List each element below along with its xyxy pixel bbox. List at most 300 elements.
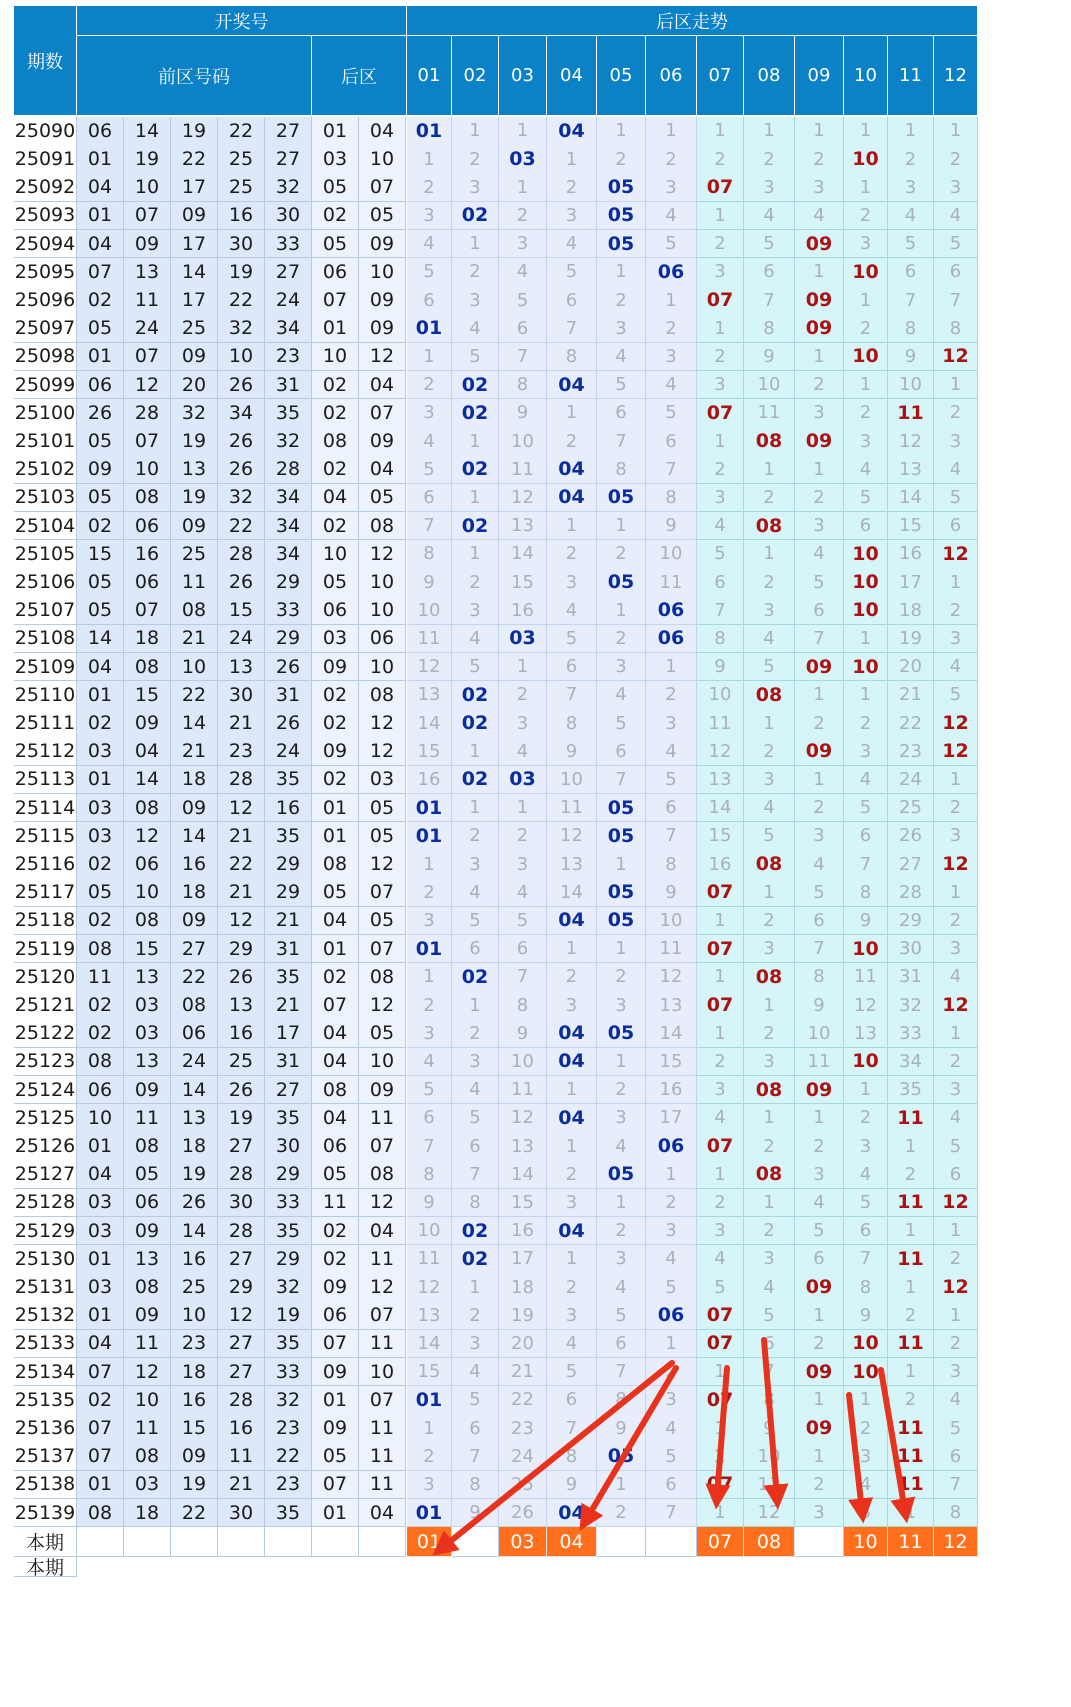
front-number[interactable]: 22 — [218, 850, 265, 879]
trend-miss[interactable]: 1 — [934, 117, 978, 146]
trend-miss[interactable]: 12 — [646, 963, 697, 992]
front-number[interactable]: 09 — [124, 1076, 171, 1105]
trend-miss[interactable]: 13 — [407, 1301, 452, 1330]
trend-miss[interactable]: 12 — [547, 822, 597, 851]
trend-hit[interactable]: 05 — [597, 1160, 646, 1189]
front-number[interactable]: 04 — [77, 653, 124, 682]
front-number[interactable]: 35 — [265, 399, 312, 428]
trend-miss[interactable]: 1 — [888, 1273, 934, 1302]
trend-miss[interactable]: 13 — [646, 991, 697, 1020]
front-number[interactable]: 27 — [218, 1358, 265, 1387]
trend-miss[interactable]: 10 — [646, 540, 697, 569]
trend-miss[interactable]: 8 — [844, 1273, 888, 1302]
front-number[interactable]: 29 — [265, 1160, 312, 1189]
trend-miss[interactable]: 14 — [697, 794, 744, 823]
trend-miss[interactable]: 3 — [934, 822, 978, 851]
trend-miss[interactable]: 13 — [697, 766, 744, 795]
front-number[interactable]: 18 — [124, 1499, 171, 1528]
back-number[interactable]: 05 — [359, 1019, 406, 1048]
trend-hit[interactable]: 08 — [744, 850, 795, 879]
back-number[interactable]: 11 — [359, 1471, 406, 1500]
front-number[interactable]: 04 — [77, 230, 124, 259]
trend-miss[interactable]: 2 — [407, 991, 452, 1020]
trend-miss[interactable]: 5 — [697, 1273, 744, 1302]
issue-number[interactable]: 25092 — [14, 173, 77, 202]
trend-hit[interactable]: 07 — [697, 1132, 744, 1161]
front-number[interactable]: 07 — [124, 596, 171, 625]
trend-miss[interactable]: 3 — [597, 991, 646, 1020]
front-number[interactable]: 11 — [124, 1330, 171, 1359]
trend-miss[interactable]: 2 — [934, 1245, 978, 1274]
back-number[interactable]: 05 — [312, 878, 359, 907]
trend-miss[interactable]: 1 — [697, 117, 744, 146]
trend-miss[interactable]: 1 — [934, 568, 978, 597]
back-number[interactable]: 10 — [312, 343, 359, 372]
trend-miss[interactable]: 1 — [744, 540, 795, 569]
trend-miss[interactable]: 1 — [597, 258, 646, 287]
trend-miss[interactable]: 6 — [597, 737, 646, 766]
trend-miss[interactable]: 2 — [744, 1217, 795, 1246]
front-number[interactable]: 31 — [265, 681, 312, 710]
front-number[interactable]: 02 — [77, 907, 124, 936]
back-number[interactable]: 05 — [312, 173, 359, 202]
trend-col-header[interactable]: 11 — [888, 36, 934, 116]
trend-hit[interactable]: 10 — [844, 145, 888, 174]
front-number[interactable]: 16 — [171, 1386, 218, 1415]
back-number[interactable]: 05 — [359, 822, 406, 851]
trend-hit[interactable]: 08 — [744, 963, 795, 992]
back-number[interactable]: 02 — [312, 1217, 359, 1246]
front-number[interactable]: 34 — [218, 399, 265, 428]
trend-miss[interactable]: 1 — [452, 230, 499, 259]
trend-miss[interactable]: 26 — [499, 1499, 547, 1528]
front-number[interactable]: 25 — [218, 173, 265, 202]
front-number[interactable]: 02 — [77, 1386, 124, 1415]
trend-miss[interactable]: 5 — [844, 484, 888, 513]
front-number[interactable]: 16 — [124, 540, 171, 569]
front-number[interactable]: 13 — [124, 1048, 171, 1077]
back-number[interactable]: 02 — [312, 963, 359, 992]
front-number[interactable]: 18 — [171, 878, 218, 907]
trend-miss[interactable]: 1 — [844, 625, 888, 654]
trend-miss[interactable]: 15 — [888, 512, 934, 541]
trend-col-header[interactable]: 12 — [934, 36, 978, 116]
front-number[interactable]: 29 — [218, 1273, 265, 1302]
trend-miss[interactable]: 4 — [934, 1386, 978, 1415]
front-number[interactable]: 26 — [218, 371, 265, 400]
back-number[interactable]: 02 — [312, 766, 359, 795]
draw-group-header[interactable]: 开奖号 — [77, 6, 407, 36]
front-number[interactable]: 08 — [124, 1442, 171, 1471]
trend-miss[interactable]: 15 — [499, 568, 547, 597]
front-number[interactable]: 03 — [124, 991, 171, 1020]
back-number[interactable]: 05 — [312, 1442, 359, 1471]
trend-miss[interactable]: 14 — [547, 878, 597, 907]
back-number[interactable]: 10 — [359, 1048, 406, 1077]
trend-col-header[interactable]: 03 — [499, 36, 547, 116]
trend-miss[interactable]: 4 — [934, 653, 978, 682]
trend-miss[interactable]: 3 — [407, 1471, 452, 1500]
trend-hit[interactable]: 11 — [888, 1104, 934, 1133]
back-number[interactable]: 10 — [312, 540, 359, 569]
pick-blank[interactable] — [795, 1527, 844, 1557]
front-number[interactable]: 29 — [265, 625, 312, 654]
issue-number[interactable]: 25118 — [14, 907, 77, 936]
front-number[interactable]: 27 — [265, 1076, 312, 1105]
trend-miss[interactable]: 3 — [646, 173, 697, 202]
trend-miss[interactable]: 5 — [795, 878, 844, 907]
front-number[interactable]: 14 — [77, 625, 124, 654]
back-number[interactable]: 07 — [312, 991, 359, 1020]
trend-miss[interactable]: 2 — [795, 1132, 844, 1161]
trend-miss[interactable]: 13 — [547, 850, 597, 879]
trend-miss[interactable]: 1 — [597, 1048, 646, 1077]
trend-miss[interactable]: 1 — [888, 1358, 934, 1387]
trend-miss[interactable]: 1 — [646, 1330, 697, 1359]
trend-miss[interactable]: 2 — [888, 1301, 934, 1330]
front-number[interactable]: 04 — [124, 737, 171, 766]
trend-miss[interactable]: 4 — [744, 625, 795, 654]
front-number[interactable]: 13 — [124, 258, 171, 287]
trend-miss[interactable]: 7 — [888, 286, 934, 315]
front-number[interactable]: 21 — [218, 822, 265, 851]
trend-miss[interactable]: 1 — [697, 314, 744, 343]
front-number[interactable]: 34 — [265, 314, 312, 343]
back-number[interactable]: 02 — [312, 681, 359, 710]
trend-miss[interactable]: 5 — [934, 484, 978, 513]
front-number[interactable]: 10 — [171, 1301, 218, 1330]
trend-miss[interactable]: 2 — [744, 484, 795, 513]
trend-miss[interactable]: 15 — [499, 1189, 547, 1218]
trend-miss[interactable]: 1 — [934, 1301, 978, 1330]
front-number[interactable]: 07 — [77, 1414, 124, 1443]
trend-miss[interactable]: 17 — [888, 568, 934, 597]
front-number[interactable]: 35 — [265, 822, 312, 851]
trend-hit[interactable]: 12 — [934, 343, 978, 372]
trend-miss[interactable]: 2 — [795, 371, 844, 400]
back-number[interactable]: 12 — [359, 540, 406, 569]
trend-miss[interactable]: 2 — [934, 907, 978, 936]
trend-hit[interactable]: 09 — [795, 286, 844, 315]
front-number[interactable]: 01 — [77, 1132, 124, 1161]
trend-miss[interactable]: 9 — [744, 343, 795, 372]
issue-number[interactable]: 25095 — [14, 258, 77, 287]
trend-miss[interactable]: 8 — [795, 963, 844, 992]
trend-miss[interactable]: 22 — [888, 709, 934, 738]
front-number[interactable]: 30 — [265, 1132, 312, 1161]
back-number[interactable]: 06 — [312, 596, 359, 625]
trend-miss[interactable]: 4 — [744, 202, 795, 231]
trend-miss[interactable]: 1 — [452, 794, 499, 823]
trend-hit[interactable]: 10 — [844, 935, 888, 964]
trend-miss[interactable]: 1 — [646, 286, 697, 315]
trend-miss[interactable]: 2 — [407, 371, 452, 400]
trend-miss[interactable]: 2 — [452, 822, 499, 851]
front-number[interactable]: 03 — [77, 1189, 124, 1218]
front-number[interactable]: 17 — [171, 230, 218, 259]
front-number[interactable]: 02 — [77, 991, 124, 1020]
trend-miss[interactable]: 10 — [407, 596, 452, 625]
front-number[interactable]: 15 — [218, 596, 265, 625]
front-number[interactable]: 32 — [218, 484, 265, 513]
trend-miss[interactable]: 7 — [646, 455, 697, 484]
trend-hit[interactable]: 12 — [934, 709, 978, 738]
front-number[interactable]: 08 — [171, 991, 218, 1020]
front-number[interactable]: 14 — [124, 117, 171, 146]
trend-miss[interactable]: 7 — [499, 343, 547, 372]
trend-hit[interactable]: 07 — [697, 1301, 744, 1330]
trend-miss[interactable]: 3 — [597, 653, 646, 682]
front-number[interactable]: 13 — [124, 1245, 171, 1274]
front-number[interactable]: 35 — [265, 766, 312, 795]
front-number[interactable]: 24 — [124, 314, 171, 343]
trend-miss[interactable]: 1 — [795, 455, 844, 484]
trend-miss[interactable]: 1 — [744, 117, 795, 146]
trend-miss[interactable]: 12 — [888, 427, 934, 456]
back-number[interactable]: 04 — [312, 1104, 359, 1133]
trend-miss[interactable]: 1 — [795, 1104, 844, 1133]
front-number[interactable]: 13 — [171, 455, 218, 484]
trend-miss[interactable]: 8 — [597, 455, 646, 484]
front-number[interactable]: 22 — [171, 1499, 218, 1528]
trend-miss[interactable]: 5 — [844, 1499, 888, 1528]
front-number[interactable]: 26 — [218, 963, 265, 992]
front-number[interactable]: 12 — [218, 1301, 265, 1330]
trend-hit[interactable]: 02 — [452, 681, 499, 710]
front-number[interactable]: 22 — [218, 286, 265, 315]
front-number[interactable]: 22 — [265, 1442, 312, 1471]
trend-miss[interactable]: 9 — [499, 1019, 547, 1048]
front-number[interactable]: 09 — [124, 709, 171, 738]
back-zone-header[interactable]: 后区 — [312, 36, 407, 116]
front-number[interactable]: 29 — [265, 568, 312, 597]
trend-hit[interactable]: 09 — [795, 230, 844, 259]
back-number[interactable]: 05 — [359, 202, 406, 231]
trend-miss[interactable]: 8 — [888, 314, 934, 343]
trend-hit[interactable]: 12 — [934, 1189, 978, 1218]
trend-miss[interactable]: 4 — [934, 963, 978, 992]
front-number[interactable]: 28 — [265, 455, 312, 484]
trend-miss[interactable]: 34 — [888, 1048, 934, 1077]
trend-miss[interactable]: 5 — [407, 455, 452, 484]
front-number[interactable]: 08 — [77, 935, 124, 964]
front-number[interactable]: 15 — [124, 681, 171, 710]
trend-miss[interactable]: 1 — [547, 512, 597, 541]
trend-miss[interactable]: 8 — [452, 1189, 499, 1218]
front-number[interactable]: 19 — [218, 258, 265, 287]
front-number[interactable]: 11 — [124, 286, 171, 315]
front-number[interactable]: 32 — [265, 1386, 312, 1415]
trend-miss[interactable]: 1 — [888, 117, 934, 146]
trend-miss[interactable]: 6 — [795, 1245, 844, 1274]
front-number[interactable]: 07 — [77, 1442, 124, 1471]
trend-hit[interactable]: 09 — [795, 1358, 844, 1387]
trend-miss[interactable]: 3 — [795, 1499, 844, 1528]
trend-miss[interactable]: 10 — [499, 427, 547, 456]
front-number[interactable]: 08 — [77, 1048, 124, 1077]
trend-miss[interactable]: 3 — [795, 399, 844, 428]
trend-miss[interactable]: 9 — [597, 1414, 646, 1443]
issue-header[interactable]: 期数 — [14, 6, 77, 116]
trend-hit[interactable]: 01 — [407, 1386, 452, 1415]
trend-miss[interactable]: 3 — [744, 766, 795, 795]
trend-miss[interactable]: 5 — [744, 1301, 795, 1330]
trend-miss[interactable]: 2 — [795, 709, 844, 738]
trend-miss[interactable]: 2 — [888, 1386, 934, 1415]
trend-miss[interactable]: 2 — [795, 145, 844, 174]
trend-hit[interactable]: 01 — [407, 935, 452, 964]
trend-miss[interactable]: 14 — [407, 709, 452, 738]
trend-hit[interactable]: 04 — [547, 484, 597, 513]
trend-hit[interactable]: 05 — [597, 484, 646, 513]
front-number[interactable]: 03 — [77, 794, 124, 823]
trend-col-header[interactable]: 09 — [795, 36, 844, 116]
trend-hit[interactable]: 03 — [499, 145, 547, 174]
trend-miss[interactable]: 6 — [547, 1386, 597, 1415]
front-number[interactable]: 30 — [218, 1499, 265, 1528]
front-number[interactable]: 05 — [77, 484, 124, 513]
front-number[interactable]: 08 — [124, 907, 171, 936]
trend-miss[interactable]: 4 — [697, 1245, 744, 1274]
front-number[interactable]: 23 — [265, 1471, 312, 1500]
front-number[interactable]: 15 — [171, 1414, 218, 1443]
trend-hit[interactable]: 12 — [934, 540, 978, 569]
trend-miss[interactable]: 2 — [844, 709, 888, 738]
issue-number[interactable]: 25116 — [14, 850, 77, 879]
trend-miss[interactable]: 4 — [934, 202, 978, 231]
trend-miss[interactable]: 1 — [844, 286, 888, 315]
trend-miss[interactable]: 3 — [744, 173, 795, 202]
trend-miss[interactable]: 10 — [744, 1442, 795, 1471]
trend-miss[interactable]: 1 — [934, 1217, 978, 1246]
front-number[interactable]: 02 — [77, 1019, 124, 1048]
trend-miss[interactable]: 8 — [597, 1386, 646, 1415]
trend-miss[interactable]: 4 — [597, 681, 646, 710]
trend-miss[interactable]: 18 — [499, 1273, 547, 1302]
trend-miss[interactable]: 4 — [646, 1414, 697, 1443]
back-number[interactable]: 01 — [312, 117, 359, 146]
trend-miss[interactable]: 5 — [934, 681, 978, 710]
trend-hit[interactable]: 05 — [597, 1019, 646, 1048]
trend-hit[interactable]: 12 — [934, 737, 978, 766]
trend-miss[interactable]: 5 — [934, 1132, 978, 1161]
front-number[interactable]: 08 — [77, 1499, 124, 1528]
trend-miss[interactable]: 6 — [597, 399, 646, 428]
front-number[interactable]: 06 — [124, 850, 171, 879]
front-number[interactable]: 01 — [77, 681, 124, 710]
trend-miss[interactable]: 3 — [597, 1245, 646, 1274]
front-number[interactable]: 08 — [124, 1132, 171, 1161]
back-number[interactable]: 07 — [359, 878, 406, 907]
trend-miss[interactable]: 6 — [844, 512, 888, 541]
back-number[interactable]: 12 — [359, 1189, 406, 1218]
trend-miss[interactable]: 4 — [407, 1048, 452, 1077]
trend-miss[interactable]: 3 — [547, 991, 597, 1020]
trend-miss[interactable]: 3 — [795, 1160, 844, 1189]
back-number[interactable]: 07 — [312, 1330, 359, 1359]
trend-hit[interactable]: 10 — [844, 568, 888, 597]
back-number[interactable]: 03 — [312, 145, 359, 174]
trend-miss[interactable]: 16 — [499, 596, 547, 625]
trend-miss[interactable]: 8 — [547, 1442, 597, 1471]
trend-miss[interactable]: 2 — [744, 907, 795, 936]
front-number[interactable]: 12 — [124, 822, 171, 851]
issue-number[interactable]: 25117 — [14, 878, 77, 907]
trend-miss[interactable]: 1 — [744, 1189, 795, 1218]
trend-miss[interactable]: 2 — [697, 145, 744, 174]
trend-miss[interactable]: 2 — [934, 1048, 978, 1077]
trend-miss[interactable]: 5 — [844, 1189, 888, 1218]
trend-miss[interactable]: 11 — [547, 794, 597, 823]
back-number[interactable]: 01 — [312, 1499, 359, 1528]
back-number[interactable]: 07 — [359, 399, 406, 428]
trend-miss[interactable]: 6 — [795, 596, 844, 625]
trend-miss[interactable]: 2 — [597, 1076, 646, 1105]
trend-miss[interactable]: 6 — [888, 258, 934, 287]
back-number[interactable]: 11 — [359, 1414, 406, 1443]
back-number[interactable]: 01 — [312, 822, 359, 851]
front-number[interactable]: 26 — [218, 427, 265, 456]
back-number[interactable]: 12 — [359, 737, 406, 766]
issue-number[interactable]: 25124 — [14, 1076, 77, 1105]
trend-hit[interactable]: 06 — [646, 1301, 697, 1330]
issue-number[interactable]: 25131 — [14, 1273, 77, 1302]
trend-miss[interactable]: 10 — [547, 766, 597, 795]
front-number[interactable]: 06 — [77, 371, 124, 400]
front-number[interactable]: 09 — [171, 1442, 218, 1471]
trend-miss[interactable]: 1 — [597, 117, 646, 146]
front-number[interactable]: 18 — [171, 1132, 218, 1161]
trend-hit[interactable]: 09 — [795, 1273, 844, 1302]
trend-miss[interactable]: 1 — [934, 878, 978, 907]
trend-miss[interactable]: 21 — [888, 681, 934, 710]
trend-miss[interactable]: 3 — [547, 1189, 597, 1218]
trend-hit[interactable]: 09 — [795, 653, 844, 682]
front-number[interactable]: 09 — [124, 1217, 171, 1246]
trend-miss[interactable]: 5 — [697, 540, 744, 569]
issue-number[interactable]: 25111 — [14, 709, 77, 738]
back-number[interactable]: 08 — [359, 681, 406, 710]
trend-hit[interactable]: 04 — [547, 1104, 597, 1133]
trend-miss[interactable]: 6 — [547, 286, 597, 315]
back-number[interactable]: 05 — [359, 484, 406, 513]
front-number[interactable]: 31 — [265, 371, 312, 400]
back-number[interactable]: 04 — [312, 1048, 359, 1077]
trend-miss[interactable]: 1 — [795, 766, 844, 795]
trend-miss[interactable]: 3 — [934, 625, 978, 654]
trend-hit[interactable]: 10 — [844, 540, 888, 569]
back-number[interactable]: 11 — [312, 1189, 359, 1218]
pick-cell[interactable]: 10 — [844, 1527, 888, 1557]
front-number[interactable]: 26 — [265, 709, 312, 738]
trend-hit[interactable]: 05 — [597, 230, 646, 259]
back-number[interactable]: 07 — [359, 1301, 406, 1330]
issue-number[interactable]: 25129 — [14, 1217, 77, 1246]
trend-miss[interactable]: 30 — [888, 935, 934, 964]
trend-miss[interactable]: 2 — [646, 314, 697, 343]
back-number[interactable]: 12 — [359, 343, 406, 372]
trend-hit[interactable]: 07 — [697, 1386, 744, 1415]
footer-front-blank[interactable] — [218, 1527, 265, 1557]
trend-miss[interactable]: 3 — [795, 173, 844, 202]
front-number[interactable]: 14 — [171, 1217, 218, 1246]
trend-miss[interactable]: 7 — [597, 1358, 646, 1387]
front-number[interactable]: 27 — [265, 145, 312, 174]
trend-miss[interactable]: 3 — [744, 596, 795, 625]
trend-miss[interactable]: 7 — [844, 1245, 888, 1274]
back-number[interactable]: 07 — [312, 1471, 359, 1500]
trend-miss[interactable]: 2 — [597, 540, 646, 569]
